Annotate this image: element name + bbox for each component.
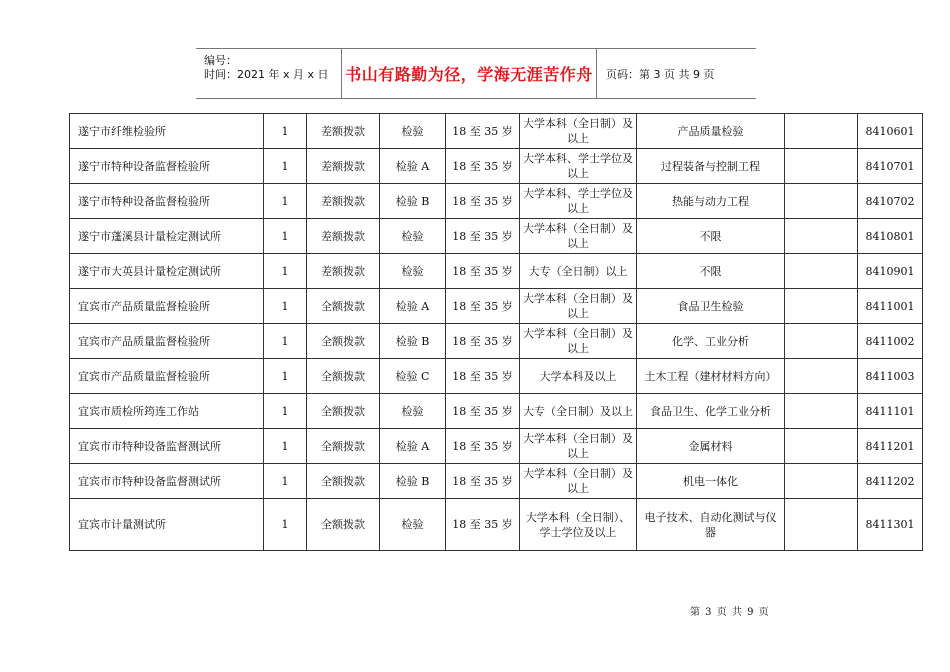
table-row (70, 429, 923, 464)
recruitment-table (69, 113, 923, 551)
age-cell: 18 至 35 岁 (446, 219, 520, 254)
age-cell: 18 至 35 岁 (446, 114, 520, 149)
code-cell: 8411301 (858, 499, 923, 551)
post-cell: 检验 A (380, 429, 446, 464)
motto: 书山有路勤为径，学海无涯苦作舟 (341, 49, 597, 98)
funding-cell: 差额拨款 (307, 219, 380, 254)
code-cell: 8410901 (858, 254, 923, 289)
post-cell: 检验 A (380, 149, 446, 184)
education-cell: 大学本科（全日制）及以上 (520, 429, 637, 464)
table-row (70, 499, 923, 551)
table-row (70, 359, 923, 394)
post-cell: 检验 A (380, 289, 446, 324)
code-cell: 8410701 (858, 149, 923, 184)
major-cell: 食品卫生检验 (637, 289, 785, 324)
age-cell: 18 至 35 岁 (446, 429, 520, 464)
count-cell: 1 (264, 429, 307, 464)
funding-cell: 全额拨款 (307, 289, 380, 324)
funding-cell: 差额拨款 (307, 114, 380, 149)
major-cell: 产品质量检验 (637, 114, 785, 149)
education-cell: 大专（全日制）及以上 (520, 394, 637, 429)
education-cell: 大学本科（全日制）、学士学位及以上 (520, 499, 637, 551)
education-cell: 大学本科及以上 (520, 359, 637, 394)
unit-cell: 宜宾市市特种设备监督测试所 (70, 429, 264, 464)
count-cell: 1 (264, 324, 307, 359)
age-cell: 18 至 35 岁 (446, 359, 520, 394)
code-cell: 8411201 (858, 429, 923, 464)
other-cell (785, 324, 858, 359)
major-cell: 化学、工业分析 (637, 324, 785, 359)
unit-cell: 宜宾市质检所筠连工作站 (70, 394, 264, 429)
education-cell: 大学本科（全日制）及以上 (520, 289, 637, 324)
education-cell: 大学本科、学士学位及以上 (520, 149, 637, 184)
major-cell: 不限 (637, 219, 785, 254)
post-cell: 检验 (380, 114, 446, 149)
funding-cell: 全额拨款 (307, 429, 380, 464)
unit-cell: 遂宁市特种设备监督检验所 (70, 184, 264, 219)
count-cell: 1 (264, 114, 307, 149)
unit-cell: 宜宾市计量测试所 (70, 499, 264, 551)
code-cell: 8411002 (858, 324, 923, 359)
age-cell: 18 至 35 岁 (446, 254, 520, 289)
code-cell: 8410801 (858, 219, 923, 254)
unit-cell: 宜宾市产品质量监督检验所 (70, 289, 264, 324)
funding-cell: 全额拨款 (307, 324, 380, 359)
funding-cell: 全额拨款 (307, 464, 380, 499)
code-cell: 8411003 (858, 359, 923, 394)
unit-cell: 遂宁市特种设备监督检验所 (70, 149, 264, 184)
count-cell: 1 (264, 289, 307, 324)
funding-cell: 全额拨款 (307, 499, 380, 551)
header-meta (196, 49, 341, 98)
code-cell: 8410601 (858, 114, 923, 149)
table-row (70, 114, 923, 149)
post-cell: 检验 C (380, 359, 446, 394)
unit-cell: 遂宁市纤维检验所 (70, 114, 264, 149)
time-label: 时间：2021 年 x 月 x 日 (204, 68, 329, 81)
table-row (70, 394, 923, 429)
count-cell: 1 (264, 359, 307, 394)
code-cell: 8411202 (858, 464, 923, 499)
table-row (70, 184, 923, 219)
unit-cell: 宜宾市产品质量监督检验所 (70, 324, 264, 359)
education-cell: 大专（全日制）以上 (520, 254, 637, 289)
other-cell (785, 114, 858, 149)
age-cell: 18 至 35 岁 (446, 184, 520, 219)
other-cell (785, 149, 858, 184)
count-cell: 1 (264, 149, 307, 184)
other-cell (785, 394, 858, 429)
major-cell: 过程装备与控制工程 (637, 149, 785, 184)
education-cell: 大学本科（全日制）及以上 (520, 219, 637, 254)
count-cell: 1 (264, 184, 307, 219)
count-cell: 1 (264, 394, 307, 429)
unit-cell: 遂宁市蓬溪县计量检定测试所 (70, 219, 264, 254)
post-cell: 检验 (380, 219, 446, 254)
other-cell (785, 359, 858, 394)
count-cell: 1 (264, 254, 307, 289)
table-body (70, 114, 923, 551)
major-cell: 热能与动力工程 (637, 184, 785, 219)
table-row (70, 254, 923, 289)
other-cell (785, 254, 858, 289)
other-cell (785, 499, 858, 551)
funding-cell: 全额拨款 (307, 394, 380, 429)
age-cell: 18 至 35 岁 (446, 464, 520, 499)
table-row (70, 464, 923, 499)
page-indicator: 页码：第 3 页 共 9 页 (606, 67, 715, 81)
post-cell: 检验 (380, 254, 446, 289)
unit-cell: 遂宁市大英县计量检定测试所 (70, 254, 264, 289)
funding-cell: 差额拨款 (307, 149, 380, 184)
post-cell: 检验 B (380, 464, 446, 499)
page-header (196, 48, 756, 99)
other-cell (785, 289, 858, 324)
unit-cell: 宜宾市产品质量监督检验所 (70, 359, 264, 394)
count-cell: 1 (264, 464, 307, 499)
other-cell (785, 464, 858, 499)
unit-cell: 宜宾市市特种设备监督测试所 (70, 464, 264, 499)
major-cell: 机电一体化 (637, 464, 785, 499)
age-cell: 18 至 35 岁 (446, 149, 520, 184)
education-cell: 大学本科（全日制）及以上 (520, 324, 637, 359)
count-cell: 1 (264, 499, 307, 551)
other-cell (785, 184, 858, 219)
age-cell: 18 至 35 岁 (446, 289, 520, 324)
education-cell: 大学本科（全日制）及以上 (520, 114, 637, 149)
table-row (70, 219, 923, 254)
age-cell: 18 至 35 岁 (446, 324, 520, 359)
count-cell: 1 (264, 219, 307, 254)
post-cell: 检验 (380, 499, 446, 551)
age-cell: 18 至 35 岁 (446, 499, 520, 551)
major-cell: 电子技术、自动化测试与仪器 (637, 499, 785, 551)
table-row (70, 289, 923, 324)
other-cell (785, 219, 858, 254)
major-cell: 不限 (637, 254, 785, 289)
funding-cell: 差额拨款 (307, 254, 380, 289)
table-row (70, 324, 923, 359)
post-cell: 检验 B (380, 324, 446, 359)
post-cell: 检验 (380, 394, 446, 429)
code-cell: 8411001 (858, 289, 923, 324)
table-row (70, 149, 923, 184)
funding-cell: 全额拨款 (307, 359, 380, 394)
code-cell: 8411101 (858, 394, 923, 429)
funding-cell: 差额拨款 (307, 184, 380, 219)
education-cell: 大学本科（全日制）及以上 (520, 464, 637, 499)
major-cell: 土木工程（建材材料方向） (637, 359, 785, 394)
education-cell: 大学本科、学士学位及以上 (520, 184, 637, 219)
post-cell: 检验 B (380, 184, 446, 219)
other-cell (785, 429, 858, 464)
major-cell: 食品卫生、化学工业分析 (637, 394, 785, 429)
page-footer: 第 3 页 共 9 页 (690, 607, 770, 618)
number-label: 编号： (204, 54, 237, 67)
major-cell: 金属材料 (637, 429, 785, 464)
age-cell: 18 至 35 岁 (446, 394, 520, 429)
code-cell: 8410702 (858, 184, 923, 219)
